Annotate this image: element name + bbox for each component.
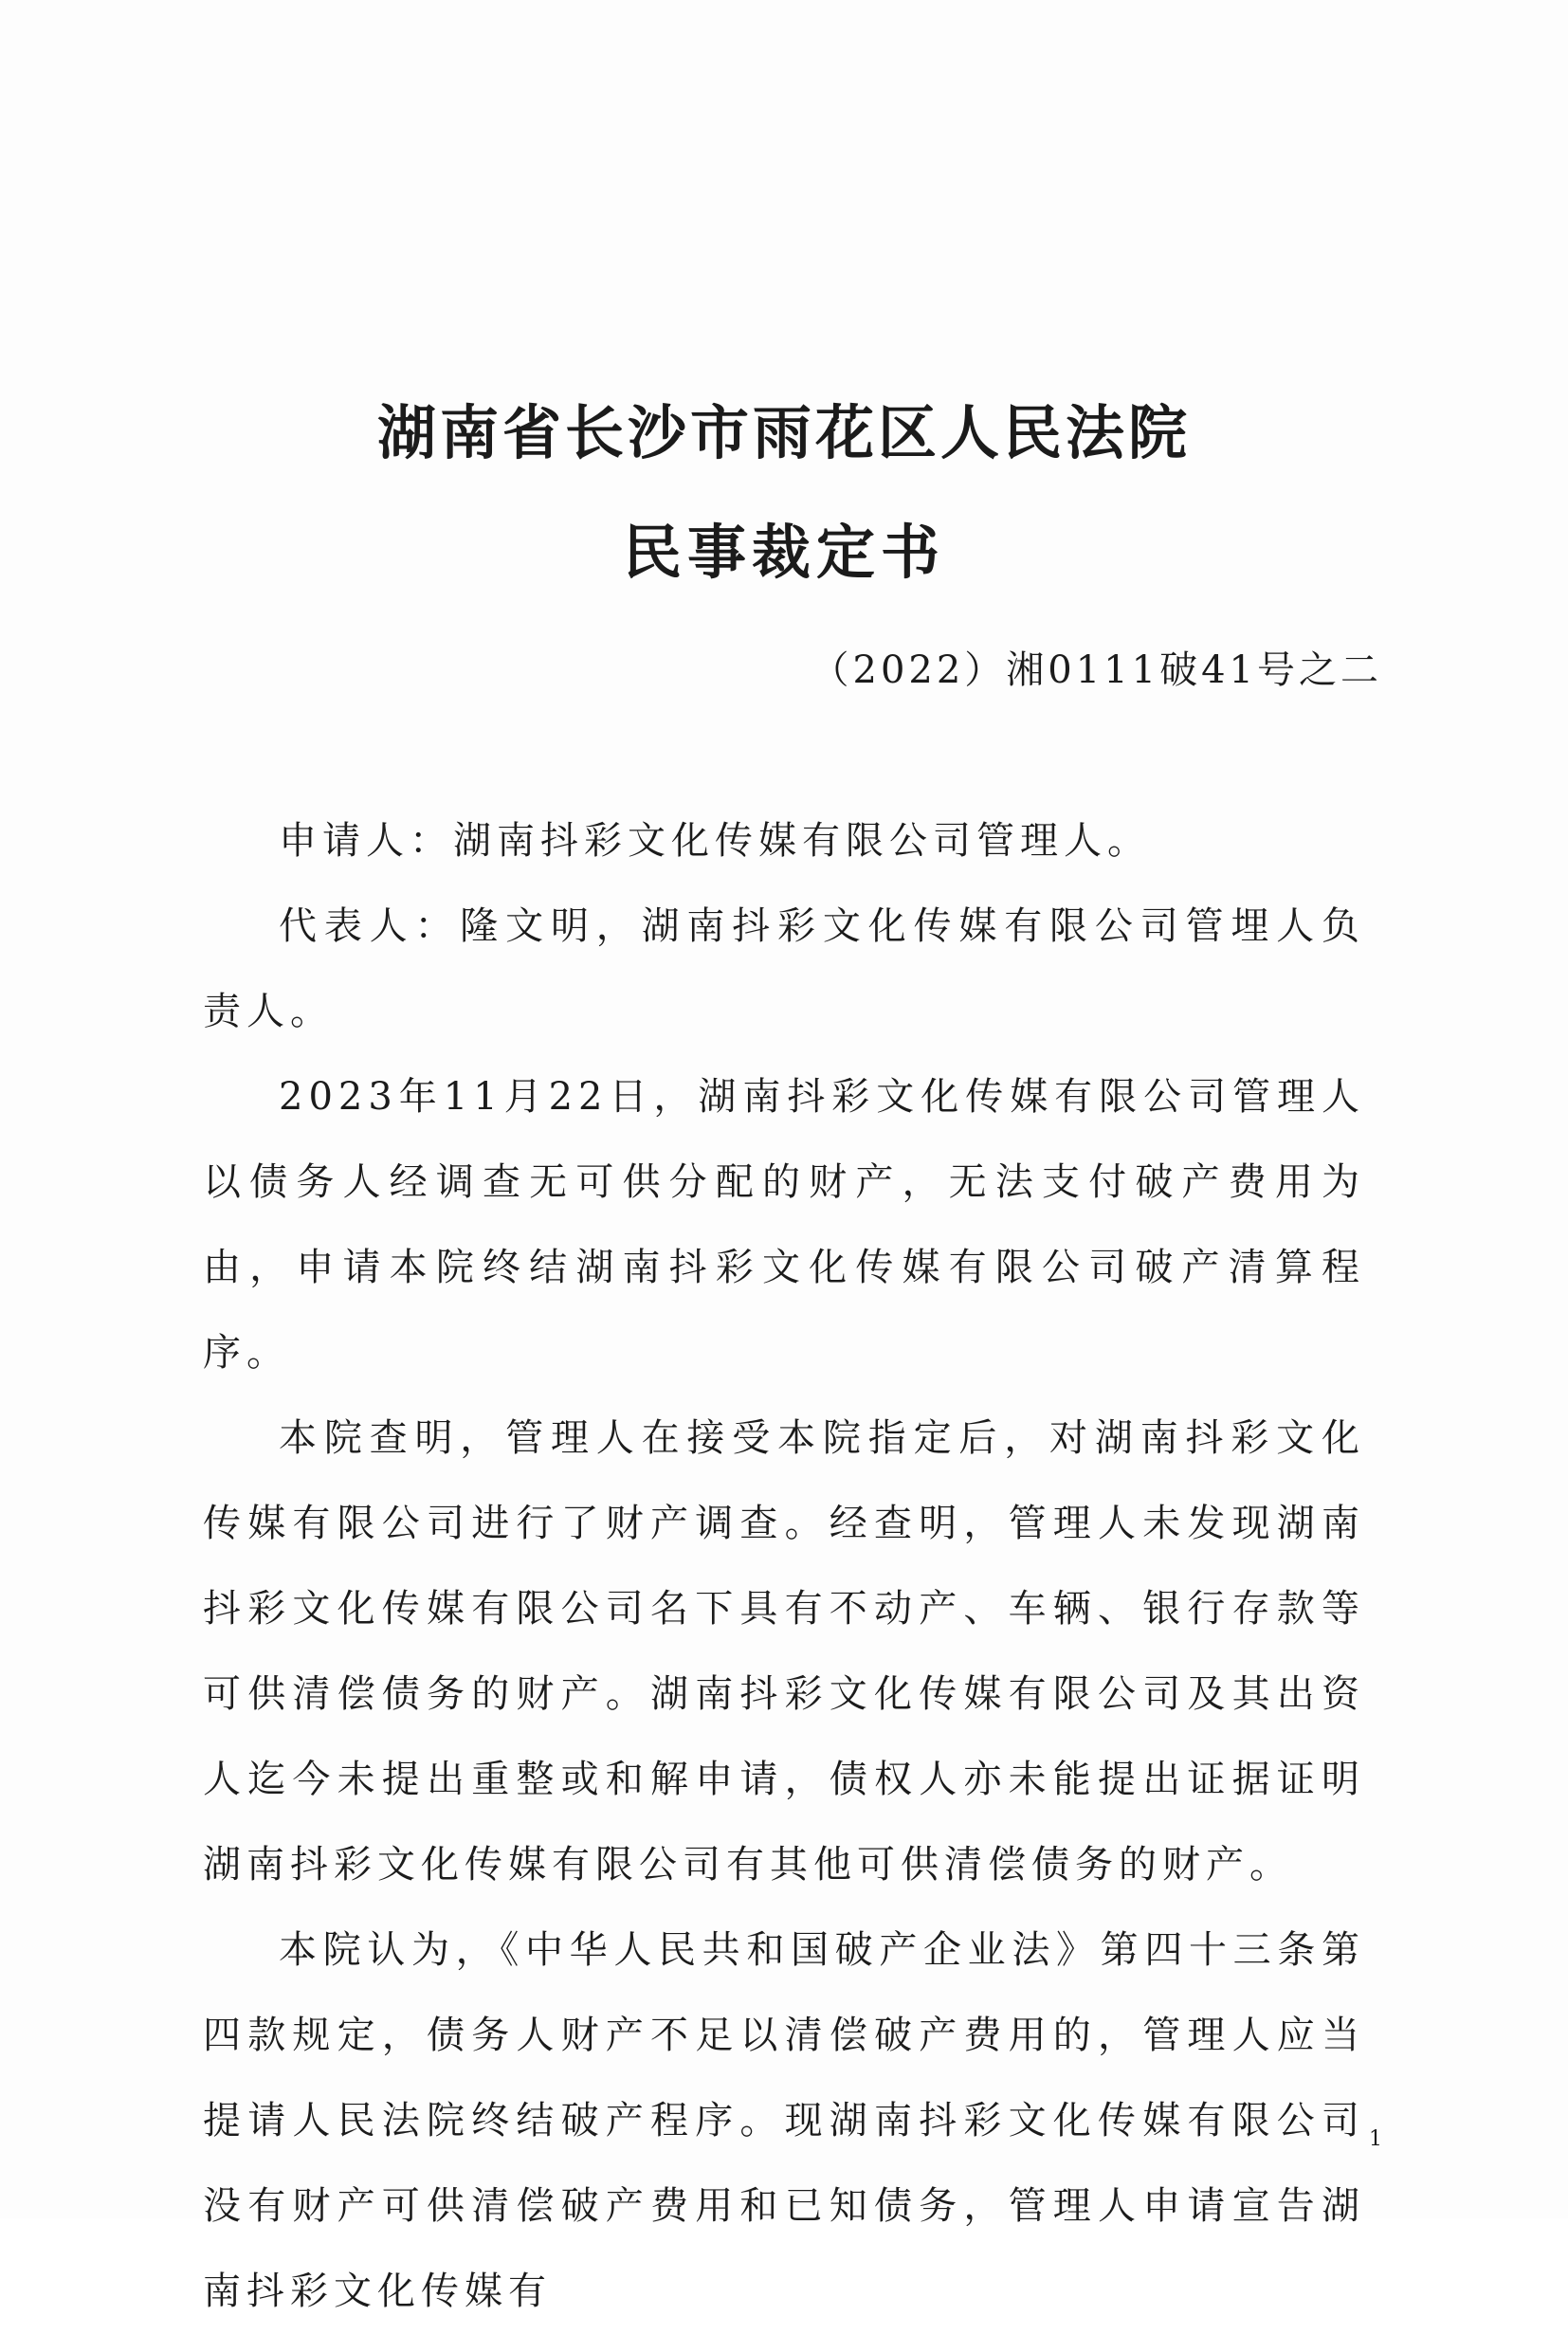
paragraph-applicant: 申请人：湖南抖彩文化传媒有限公司管理人。 — [279, 819, 1151, 863]
page-number: 1 — [1369, 2127, 1382, 2151]
document-body — [203, 798, 1365, 2334]
paragraph-application: 2023年11月22日，湖南抖彩文化传媒有限公司管理人以债务人经调查无可供分配的财产，无法支付破产费用为由，申请本院终结湖南抖彩文化传媒有限公司破产清算程序。 — [203, 1075, 1365, 1375]
paragraph-findings: 本院查明，管理人在接受本院指定后，对湖南抖彩文化传媒有限公司进行了财产调查。经查明，管理人未发现湖南抖彩文化传媒有限公司名下具有不动产、车辆、银行存款等可供清偿债务的财产。湖南抖彩文化传媒有限公司及其出资人迄今未提出重整或和解申请，债权人亦未能提出证据证明湖南抖彩文化传媒有限公司有其他可供清偿债务的财产。 — [203, 1416, 1365, 1887]
document-type-heading: 民事裁定书 — [622, 518, 945, 587]
court-name-heading: 湖南省长沙市雨花区人民法院 — [376, 398, 1191, 467]
case-number: （2022）湘0111破41号之二 — [811, 648, 1382, 692]
paragraph-court-opinion: 本院认为，《中华人民共和国破产企业法》第四十三条第四款规定，债务人财产不足以清偿破产费用的，管理人应当提请人民法院终结破产程序。现湖南抖彩文化传媒有限公司没有财产可供清偿破产费用和已知债务，管理人申请宣告湖南抖彩文化传媒有 — [203, 1928, 1365, 2313]
paragraph-representative: 代表人：隆文明，湖南抖彩文化传媒有限公司管埋人负责人。 — [203, 904, 1365, 1033]
